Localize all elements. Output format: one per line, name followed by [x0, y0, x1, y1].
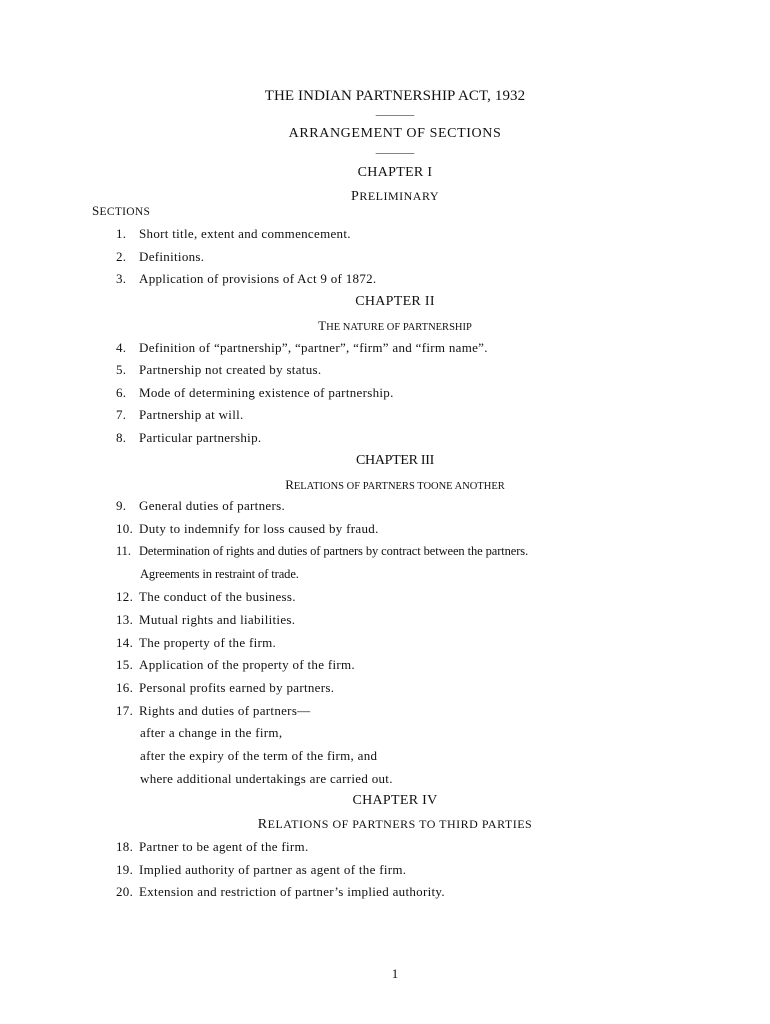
section-entry: 12. The conduct of the business.: [116, 589, 296, 604]
section-entry: 2. Definitions.: [116, 249, 205, 264]
chapter-heading: CHAPTER II: [355, 294, 435, 309]
chapter-heading: CHAPTER IV: [352, 793, 438, 808]
arrangement-heading: ARRANGEMENT OF SECTIONS: [288, 126, 502, 141]
section-entry: 18. Partner to be agent of the firm.: [116, 839, 309, 854]
chapter-subtitle: PRELIMINARY: [351, 189, 439, 204]
chapter-subtitle: RELATIONS OF PARTNERS TOONE ANOTHER: [285, 477, 505, 492]
document-title: THE INDIAN PARTNERSHIP ACT, 1932: [264, 88, 526, 104]
section-entry: 11. Determination of rights and duties of partners by contract between the partners.: [116, 544, 529, 558]
section-continuation: where additional undertakings are carried out.: [140, 771, 393, 786]
section-continuation: after the expiry of the term of the firm, and: [140, 748, 378, 763]
chapter-heading: CHAPTER I: [357, 165, 433, 180]
chapter-subtitle: THE NATURE OF PARTNERSHIP: [318, 318, 472, 333]
section-entry: 7. Partnership at will.: [116, 407, 244, 422]
section-entry: 3. Application of provisions of Act 9 of 1872.: [116, 271, 377, 286]
section-continuation: after a change in the firm,: [140, 725, 283, 740]
section-entry: 13. Mutual rights and liabilities.: [116, 612, 296, 627]
section-entry: 19. Implied authority of partner as agent of the firm.: [116, 862, 407, 877]
section-continuation: Agreements in restraint of trade.: [140, 567, 299, 581]
section-entry: 4. Definition of “partnership”, “partner”, “firm” and “firm name”.: [116, 340, 488, 355]
section-entry: 15. Application of the property of the firm.: [116, 657, 355, 672]
chapter-heading: CHAPTER III: [356, 453, 434, 468]
section-entry: 5. Partnership not created by status.: [116, 362, 322, 377]
section-entry: 20. Extension and restriction of partner’s implied authority.: [116, 884, 445, 899]
section-entry: 17. Rights and duties of partners—: [116, 703, 311, 718]
section-entry: 16. Personal profits earned by partners.: [116, 680, 335, 695]
section-entry: 10. Duty to indemnify for loss caused by fraud.: [116, 521, 379, 536]
section-entry: 8. Particular partnership.: [116, 430, 262, 445]
section-entry: 6. Mode of determining existence of partnership.: [116, 385, 394, 400]
section-entry: 1. Short title, extent and commencement.: [116, 226, 351, 241]
page-number: 1: [391, 966, 399, 981]
chapter-subtitle: RELATIONS OF PARTNERS TO THIRD PARTIES: [257, 817, 533, 832]
section-entry: 9. General duties of partners.: [116, 498, 285, 513]
section-entry: 14. The property of the firm.: [116, 635, 277, 650]
separator-line: ———–: [375, 109, 415, 121]
sections-label: SECTIONS: [92, 203, 151, 218]
separator-line: ———–: [375, 147, 415, 159]
